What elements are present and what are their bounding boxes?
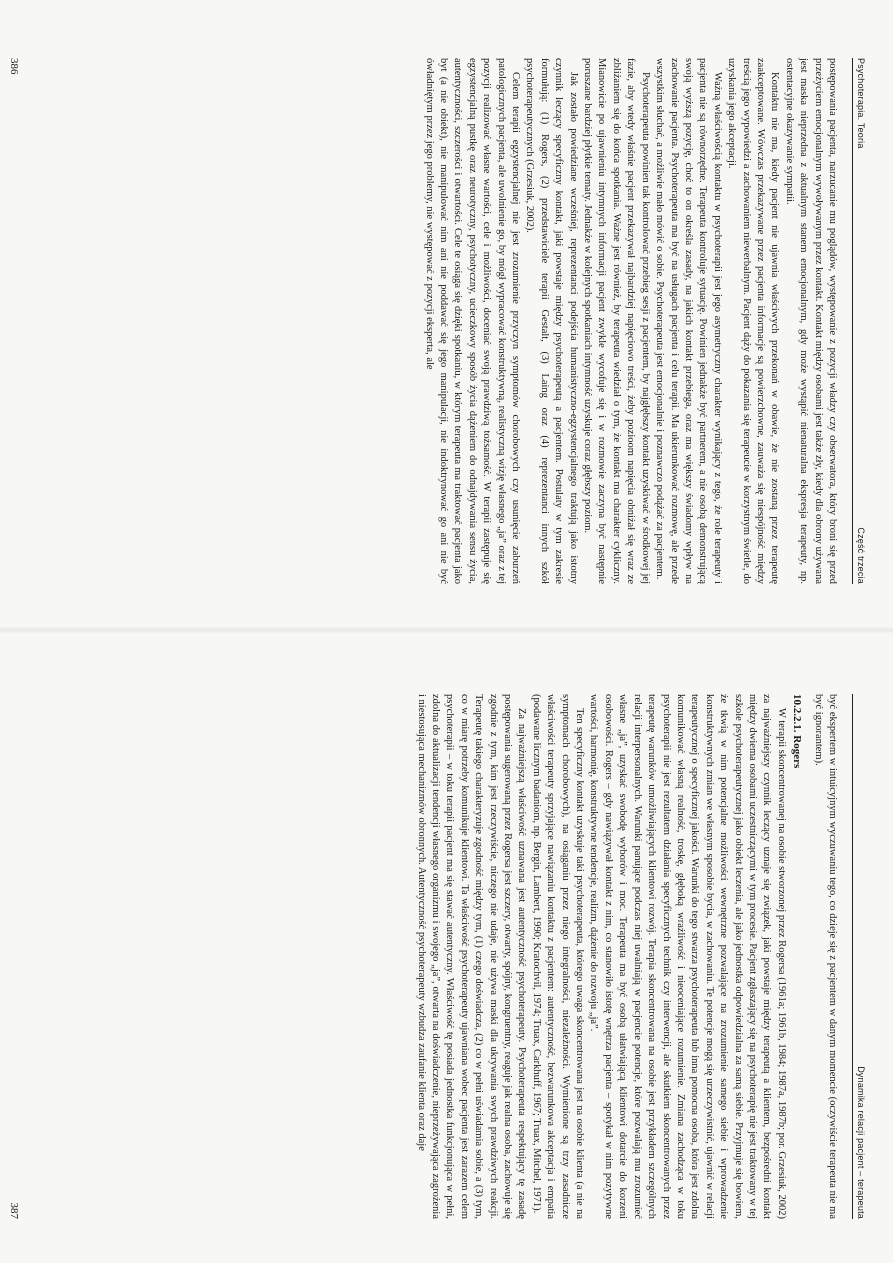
- right-page-number: 387: [8, 1202, 20, 1219]
- right-header-title: Dynamika relacji pacjent – terapeuta: [856, 1066, 866, 1219]
- right-paragraph: Ten specyficzny kontakt uzyskuje taki psychoterapeuta, którego uwaga skoncentrowana jest na osobie klienta (a nie na symptomach chorobowych), na osiąganiu przez niego integralności, niezależności. Wymienione są trzy zasadnicze właściwości terapeuty sprzyjające nawiązaniu kontaktu z pacjentem: autentyczność, bezwarunkowa akceptacja i empatia (podawane licznym badaniom, np. Bergin, Lambert, 1990; Kratochvil, 1974; Truax, Carkhuff, 1967; Truax, Mitchel, 1971).: [530, 694, 586, 1219]
- left-header-title: Psychoterapia. Teoria: [856, 58, 866, 149]
- left-paragraph: postępowania pacjenta, narzucanie mu poglądów, występowanie z pozycji władzy czy obserwatora, który broni się przed przeżyciem emocjonalnym wywoływanym przez kontakt. Kontakt między osobami jest także zły, kiedy dla obrony używana jest maska nieprzedna z aktualnym stanem emocjonalnym, gdy może wystąpić nienaturalna ekspresja terapeuty, np. ostentacyjne okazywanie sympatii.: [783, 58, 838, 584]
- left-paragraph: Celem terapii egzystencjalnej nie jest zrozumienie przyczyn symptomów chorobowych czy usunięcie zaburzeń patologicznych pacjenta, ale uwolnienie go, by mógł wypracować konstruktywną, realistyczną wizję własnego „ja” oraz z tej pozycji realizować własne wartości, cele i możliwości, doceniać swoją prawdziwą tożsamość. W terapii zastępuje się egzystencjalną pustkę oraz neurotyczny, psychotyczny, ucieczkowy sposób życia dążeniem do odnajdywania sensu życia, autentyczności, szczerości i otwartości. Cele te osiąga się dzięki spotkaniu, w którym terapeuta ma traktować pacjenta jako byt (a nie obiekt), nie manipulować nim ani nie poddawać się jego manipulacji, nie indoktrynować go ani nie być ówładniętym przez jego problemy, nie występować z pozycji eksperta, ale: [423, 58, 522, 584]
- left-page-number: 386: [8, 58, 20, 75]
- right-page: [0, 630, 893, 1263]
- left-paragraph: Ważną właściwością kontaktu w psychoterapii jest jego asymetryczny charakter wynikający z tego, że role terapeuty i pacjenta nie są równorzędne. Terapeuta kontroluje sytuację. Powinien jednakże być partnerem, a nie osobą demonstrującą swoją wyższą pozycję, choć to on określa zasady, na jakich kontakt przebiega, oraz ma większy świadomy wpływ na zachowanie pacjenta. Psychoterapeuta ma być na usługach pacjenta i celu terapii. Ma ukierunkować rozmowę, ale przede wszystkim słuchać, a możliwie mało mówić o sobie. Psychoterapeuta jest emocjonalnie i poznawczo podążać za pacjentem.: [654, 58, 723, 584]
- right-page-body: [30, 694, 839, 1219]
- left-running-head: [853, 0, 893, 630]
- left-paragraph: Jak zostało powiedziane wcześniej, reprezentanci podejścia humanistyczno-egzystencjalnego traktują jako istotny czynnik leczący specyficzny kontakt, jaki powstaje między psychoterapeutą a pacjentem. Postulaty w tym zakresie formułują: (1) Rogers, (2) przedstawiciele terapii Gestalt, (3) Laing oraz (4) reprezentanci innych szkół psychoterapeutycznych (Grzesiuk, 2002).: [524, 58, 579, 584]
- left-paragraph: Kontaktu nie ma, kiedy pacjent nie ujawnia właściwych przekonań w obawie, że nie zostaną przez terapeutę zaakceptowane. Wówczas przekazywane przez pacjenta informacje są powierzchowne, zauważa się niespójność między treścią jego wypowiedzi a zachowaniem niewerbalnym. Pacjent dąży do pokazania się terapeucie w korzystnym świetle, do uzyskania jego akceptacji.: [726, 58, 781, 584]
- section-heading: 10.2.2.1. Rogers: [791, 694, 804, 769]
- right-paragraph: Za najważniejszą właściwość uznawana jest autentyczność psychoterapeuty. Psychoterapeuta respektujący tę zasadę postępowania sugerowaną przez Rogersa jest szczery, otwarty, spójny, kongruentny, reaguje jak realna osoba, zachowuje się zgodnie z tym, kim jest rzeczywiście, niczego nie udaje, nie używa maski dla ukrywania swych prawdziwych reakcji. Terapeutę takiego charakteryzuje zgodność między tym, (1) czego doświadcza, (2) co w pełni uświadamia sobie, a (3) tym, co w miarę potrzeby komunikuje klientowi. Ta właściwość psychoterapeuty ujawniana wobec pacjenta jest zarazem celem psychoterapii – w toku terapii pacjent ma się stawać autentyczny. Właściwość tę posiada jednostka funkcjonująca w pełni, zdolna do aktualizacji tendencji własnego organizmu i swojego „ja”, otwarta na doświadczenie, nieprzeżywająca zagrożenia i niestosująca mechanizmów obronnych. Autentyczność psychoterapeuty wzbudza zaufanie klienta oraz daje: [415, 694, 528, 1219]
- left-page: [0, 0, 893, 630]
- right-running-head: [853, 630, 893, 1263]
- left-header-part: Część trzecia: [856, 527, 866, 584]
- right-opening-paragraph: być ekspertem w intuicyjnym wyczuwaniu tego, co dzieje się z pacjentem w danym momencie (oczywiście terapeuta nie ma być ignorantem).: [812, 694, 838, 1219]
- left-paragraph: Psychoterapeuta powinien tak kontrolować przebieg sesji z pacjentem, by najgłębszy kontakt uzyskiwać w środkowej jej fazie, aby wtedy właśnie pacjent przekazywał najbardziej napięciowo treści, żeby pozioom napięcia obniżał się wraz ze zbliżaniem się do końca spotkania. Ważne jest również, by terapeuta wiedział o tym, że kontakt ma charakter cykliczny. Mianowicie po ujawnieniu intymnych informacji pacjent zwykle wycofuje się i w rozmowie zaczyna być następnie poruszane bardziej płytkie tematy. Jednakże w kolejnych spotkaniach intymność uzyskuje coraz głębszy poziom.: [582, 58, 651, 584]
- right-paragraph: W terapii skoncentrowanej na osobie stworzonej przez Rogersa (1961a; 1961b, 1984; 1987a, 1987b; por. Grzesiuk, 2002) za najważniejszy czynnik leczący uznaje się związek, jaki powstaje między terapeutą a klientem, bezpośredni kontakt między dwiema osobami uczestniczącymi w tym procesie. Pacjent zgłaszający się na psychoterapię nie jest traktowany w tej szkole psychoterapeutycznej jako obiekt leczenia, ale jako jednostka odpowiedzialna za samą siebie. Przyjmuje się bowiem, że tkwią w nim potencjalne możliwości wewnętrzne pozwalające na zrozumienie samego siebie i wprowadzenie konstruktywnych zmian we własnym sposobie bycia, w zachowaniu. Te potencje mogą się urzeczywistnić, ujawnić w relacji terapeutycznej o specyficznej jakości. Warunki do tego stwarza psychoterapeuta lub inna pomocna osoba, która jest zdolna komunikować własną realność, troskę, głęboką wrażliwość i nieoceniające rozumienie. Zmiana zachodząca w toku psychoterapii nie jest rezultatem działania specyficznych technik czy interwencji, ale skutkiem skoncentrowanych przez terapeutę warunków umożliwiających klientowi rozwój. Terapia skoncentrowana na osobie jest przykładem szczególnych relacji interpersonalnych. Warunki panujące podczas niej uwalniają w pacjencie potencje, które pozwalają mu zrozumieć własne „ja”, uzyskać swobodę wyborów i moc. Terapeuta ma być osobą ułatwiającą klientowi dotarcie do korzeni osobowości. Rogers – gdy nawiązywał kontakt z nim, co stanowiło istotę wnętrza pacjenta – spotykał w nim pozytywne wartości, harmonię, konstruktywne tendencje, realizm, dążenie do rozwoju „ja”.: [588, 694, 787, 1219]
- left-page-body: [30, 58, 839, 584]
